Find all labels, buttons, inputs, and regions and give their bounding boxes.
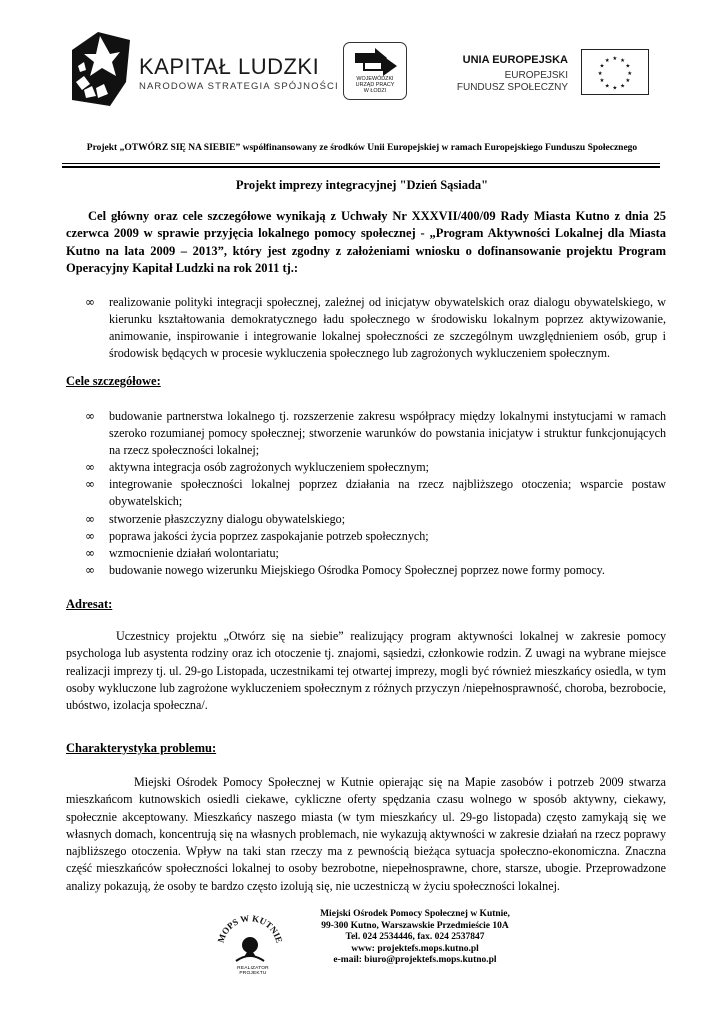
ue-title: UNIA EUROPEJSKA — [462, 54, 568, 66]
problem-paragraph: Miejski Ośrodek Pomocy Społecznej w Kutnie opierając się na Mapie zasobów i potrzeb 2009 stwarza mieszkańcom kutnowskich osiedli ciekawe, cykliczne oferty spędzania czasu wolnego w sposób aktywny, ciekawy, społecznie akceptowany. Mieszkańcy naszego miasta (w tym mieszkańcy ul. 29-go listopada) często zamykają się we własnych domach, koncentrują się na własnych problemach, nie wykazują aktywności w zakresie działań na rzecz poprawy najbliższego otoczenia. Wpływ na taki stan rzeczy ma z pewnością bieżąca sytuacja społeczno-ekonomiczna. Znaczna część mieszkańców społeczności lokalnej to osoby bezrobotne, niepełnosprawne, chore, starsze, ubogie. Przeprowadzone analizy pokazują, że osoby te bardzo często izolują się, nie uczestniczą w życiu społeczności lokalnej. — [66, 775, 666, 893]
svg-text:★: ★ — [597, 70, 603, 77]
svg-text:★: ★ — [599, 78, 605, 85]
footer-line: 99-300 Kutno, Warszawskie Przedmieście 10A — [321, 920, 509, 931]
list-item — [66, 476, 666, 510]
list-item-text: stworzenie płaszczyzny dialogu obywatelskiego; — [109, 511, 346, 526]
svg-text:★: ★ — [599, 63, 605, 70]
infinity-bullet-icon: ∞ — [85, 528, 95, 543]
infinity-bullet-icon: ∞ — [85, 545, 95, 560]
list-item — [66, 528, 666, 545]
infinity-bullet-icon: ∞ — [85, 460, 95, 475]
header-rule-thin — [62, 163, 660, 164]
svg-text:★: ★ — [620, 58, 626, 65]
footer-line: Miejski Ośrodek Pomocy Społecznej w Kutnie, — [320, 909, 510, 919]
main-goal-list — [66, 294, 666, 362]
wup-arrows-icon — [353, 47, 399, 77]
ue-line-1: EUROPEJSKI — [504, 70, 568, 81]
list-item-text: integrowanie społeczności lokalnej poprzez działania na rzecz najbliższego otoczenia; wsparcie postaw obywatelskich; — [109, 477, 666, 509]
mops-logo-caption: REALIZATOR PROJEKTU — [237, 966, 269, 976]
list-item — [66, 545, 666, 562]
kapital-ludzki-title: KAPITAŁ LUDZKI — [139, 54, 320, 79]
wup-line: WOJEWÓDZKI — [356, 76, 394, 82]
footer-contact — [305, 909, 525, 967]
list-item-text: budowanie partnerstwa lokalnego tj. rozszerzenie zakresu współpracy między lokalnymi instytucjami w ramach szeroko rozumianej pomocy społecznej; stworzenie warunków do powstania inicjatyw i struktur funkcjonujących na rzecz społeczności lokalnej; — [109, 409, 666, 458]
infinity-bullet-icon: ∞ — [85, 511, 95, 526]
kapital-ludzki-subtitle: NARODOWA STRATEGIA SPÓJNOŚCI — [139, 81, 339, 92]
mops-logo-text: MOPS W KUTNIE — [215, 913, 285, 945]
adresat-paragraph: Uczestnicy projektu „Otwórz się na siebie” realizujący program aktywności lokalnej w zakresie pomocy psychologa lub asystenta rodziny oraz ich otoczenie tj. znajomi, sąsiedzi, członkowie rodzin. Z uwagi na wybrane miejsce realizacji imprezy tj. ul. 29-go Listopada, uczestnikami tej otwartej imprezy, mogli być również mieszkańcy osiedla, w tym osoby wykluczone lub zagrożone wykluczeniem społecznym z różnych przyczyn /niepełnosprawność, choroba, bezrobocie, ubóstwo, izolacja społeczna/. — [66, 629, 666, 713]
svg-text:★: ★ — [625, 63, 631, 70]
svg-text:★: ★ — [612, 56, 618, 63]
infinity-bullet-icon: ∞ — [85, 477, 95, 492]
wup-line: W ŁODZI — [363, 88, 387, 95]
footer-line: e-mail: biuro@projektefs.mops.kutno.pl — [333, 955, 497, 966]
infinity-bullet-icon: ∞ — [85, 409, 95, 423]
infinity-bullet-icon: ∞ — [85, 295, 95, 309]
kapital-ludzki-logo-icon — [70, 30, 132, 108]
list-item-text: wzmocnienie działań wolontariatu; — [109, 545, 279, 560]
wup-caption — [344, 76, 406, 95]
svg-text:★: ★ — [604, 58, 610, 65]
intro-paragraph: Cel główny oraz cele szczegółowe wynikają z Uchwały Nr XXXVII/400/09 Rady Miasta Kutno z dnia 25 czerwca 2009 w sprawie przyjęcia lokalnego pomocy społecznej - „Program Aktywności Lokalnej dla Miasta Kutno na lata 2009 – 2013”, który jest zgodny z założeniami wniosku o dofinansowanie projektu Program Operacyjny Kapitał Ludzki na rok 2011 tj.: — [66, 209, 666, 275]
detail-goals-heading: Cele szczegółowe: — [66, 374, 161, 388]
mops-logo-icon — [210, 897, 290, 977]
list-item-text: realizowanie polityki integracji społecznej, zależnej od inicjatyw obywatelskich oraz dialogu obywatelskiego, w kierunku kształtowania demokratycznego ładu społecznego w środowisku lokalnym poprzez aktywizowanie, animowanie, inspirowanie i integrowanie lokalnej społeczności ze szczególnym uwzględnieniem osób, grup i środowisk będących w procesie wykluczenia społecznego lub zagrożonych wykluczeniem społecznym. — [109, 295, 666, 361]
list-item-text: budowanie nowego wizerunku Miejskiego Ośrodka Pomocy Społecznej poprzez nowe formy pomocy. — [109, 562, 605, 577]
list-item — [66, 459, 666, 476]
svg-text:★: ★ — [612, 85, 618, 92]
svg-text:★: ★ — [604, 83, 610, 90]
svg-text:★: ★ — [625, 78, 631, 85]
document-title: Projekt imprezy integracyjnej "Dzień Sąsiada" — [235, 178, 489, 192]
list-item — [66, 294, 666, 362]
ue-line-2: FUNDUSZ SPOŁECZNY — [456, 82, 568, 93]
wup-line: URZĄD PRACY — [355, 82, 395, 89]
list-item — [66, 511, 666, 528]
problem-heading: Charakterystyka problemu: — [66, 741, 217, 755]
wup-logo — [343, 42, 407, 100]
page-header — [0, 0, 724, 153]
project-line: Projekt „OTWÓRZ SIĘ NA SIEBIE” współfinansowany ze środków Unii Europejskiej w ramach Europejskiego Funduszu Społecznego — [86, 143, 638, 153]
footer-line: Tel. 024 2534446, fax. 024 2537847 — [345, 932, 485, 943]
list-item-text: poprawa jakości życia poprzez zaspokajanie potrzeb społecznych; — [109, 528, 429, 543]
svg-text:★: ★ — [627, 70, 633, 77]
svg-text:★: ★ — [620, 83, 626, 90]
eu-flag-icon — [581, 49, 649, 95]
adresat-heading: Adresat: — [66, 597, 113, 611]
list-item — [66, 562, 666, 579]
infinity-bullet-icon: ∞ — [85, 562, 95, 577]
header-rule-thick — [62, 166, 660, 168]
footer-line: www: projektefs.mops.kutno.pl — [351, 943, 479, 954]
detail-goals-list — [66, 408, 666, 579]
list-item-text: aktywna integracja osób zagrożonych wykluczeniem społecznym; — [109, 460, 430, 475]
list-item — [66, 408, 666, 459]
